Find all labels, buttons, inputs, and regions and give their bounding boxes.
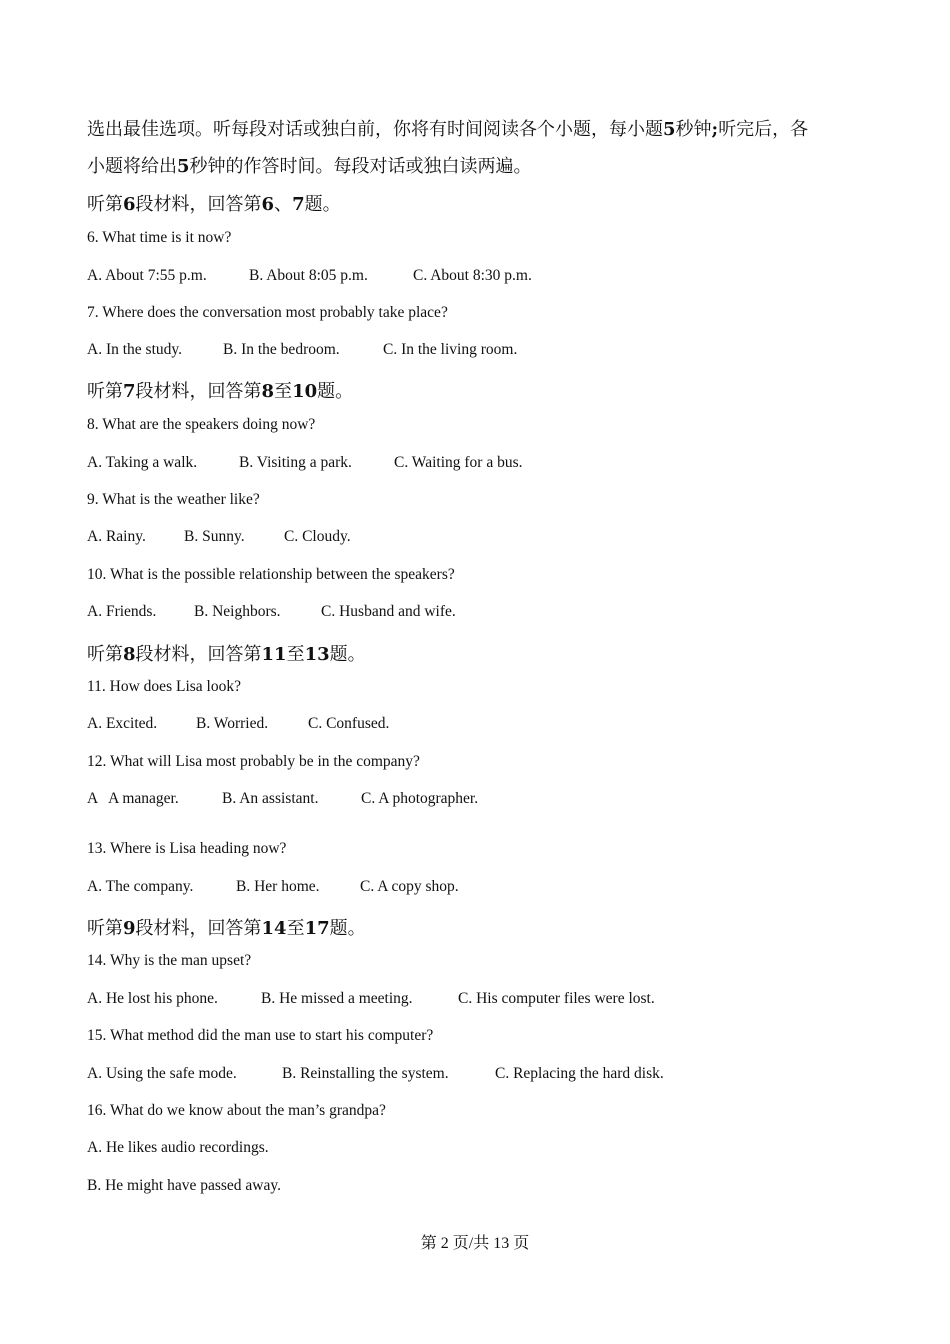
options-row bbox=[87, 528, 351, 546]
option-a: A. Using the safe mode. bbox=[87, 1065, 237, 1082]
option-c: C. In the living room. bbox=[383, 341, 518, 358]
option-b: B. In the bedroom. bbox=[223, 341, 340, 358]
section-heading bbox=[87, 377, 353, 403]
options-row bbox=[87, 341, 517, 359]
question-number: 11 bbox=[261, 644, 287, 665]
question-text: 11. How does Lisa look? bbox=[87, 678, 241, 695]
heading-text: 题。 bbox=[317, 381, 354, 402]
heading-text: 题。 bbox=[329, 644, 366, 665]
option-b: B. Worried. bbox=[196, 715, 269, 732]
question-text: 12. What will Lisa most probably be in the company? bbox=[87, 753, 420, 770]
option-b: B. Her home. bbox=[236, 878, 320, 895]
heading-text: 听第 bbox=[87, 194, 123, 215]
heading-text: 听第 bbox=[87, 644, 123, 665]
option-b: B. An assistant. bbox=[222, 790, 319, 807]
heading-text: 听第 bbox=[87, 918, 123, 939]
option-a: A. Rainy. bbox=[87, 528, 146, 545]
option-a: A. He lost his phone. bbox=[87, 990, 218, 1007]
option-b: B. Reinstalling the system. bbox=[282, 1065, 449, 1082]
question-text: 8. What are the speakers doing now? bbox=[87, 416, 316, 433]
instruction-text: 秒钟的作答时间。每段对话或独白读两遍。 bbox=[189, 156, 532, 177]
heading-text: 至 bbox=[274, 381, 293, 402]
question-text: 14. Why is the man upset? bbox=[87, 952, 252, 969]
option-c: C. Husband and wife. bbox=[321, 603, 456, 620]
option-a: A. Excited. bbox=[87, 715, 158, 732]
option-c: C. A photographer. bbox=[361, 790, 479, 807]
option-b: B. About 8:05 p.m. bbox=[249, 267, 368, 284]
question-text: 6. What time is it now? bbox=[87, 229, 232, 246]
option-a: A. Taking a walk. bbox=[87, 454, 198, 471]
option-a: A. He likes audio recordings. bbox=[87, 1139, 269, 1156]
question-text: 9. What is the weather like? bbox=[87, 491, 260, 508]
option-a: A A manager. bbox=[87, 790, 179, 807]
option-c: C. His computer files were lost. bbox=[458, 990, 655, 1007]
option-c: C. Replacing the hard disk. bbox=[495, 1065, 664, 1082]
question-number: 7 bbox=[292, 194, 305, 215]
question-number: 13 bbox=[304, 644, 330, 665]
options-row bbox=[87, 878, 459, 896]
heading-text: 题。 bbox=[304, 194, 341, 215]
option-b: B. He might have passed away. bbox=[87, 1177, 281, 1194]
question-number: 8 bbox=[261, 381, 275, 402]
option-a: A. In the study. bbox=[87, 341, 182, 358]
seconds-number: 5 bbox=[663, 119, 676, 140]
option-c: C. About 8:30 p.m. bbox=[413, 267, 532, 284]
options-row bbox=[87, 267, 532, 285]
heading-text: 至 bbox=[286, 918, 305, 939]
instruction-text: 秒钟 bbox=[675, 119, 712, 140]
page-footer: 第 2 页/共 13 页 bbox=[420, 1235, 530, 1252]
heading-text: 段材料，回答第 bbox=[135, 644, 262, 665]
instruction-text: 听完后，各 bbox=[718, 119, 809, 140]
material-number: 8 bbox=[123, 644, 136, 665]
option-c: C. Confused. bbox=[308, 715, 390, 732]
question-text: 7. Where does the conversation most probably take place? bbox=[87, 304, 448, 321]
option-a: A. Friends. bbox=[87, 603, 157, 620]
heading-text: 段材料，回答第 bbox=[135, 381, 262, 402]
question-text: 15. What method did the man use to start his computer? bbox=[87, 1027, 434, 1044]
heading-text: 、 bbox=[274, 194, 293, 215]
option-a: A. About 7:55 p.m. bbox=[87, 267, 207, 284]
option-c: C. A copy shop. bbox=[360, 878, 459, 895]
options-row bbox=[87, 603, 456, 621]
options-row bbox=[87, 715, 389, 733]
options-row bbox=[87, 454, 522, 472]
instruction-line-1 bbox=[87, 115, 808, 141]
option-b: B. Visiting a park. bbox=[239, 454, 352, 471]
section-heading bbox=[87, 190, 341, 216]
option-c: C. Cloudy. bbox=[284, 528, 351, 545]
option-b: B. Sunny. bbox=[184, 528, 245, 545]
option-c: C. Waiting for a bus. bbox=[394, 454, 523, 471]
separator: ; bbox=[711, 119, 719, 140]
options-row bbox=[87, 790, 478, 808]
heading-text: 段材料，回答第 bbox=[135, 918, 262, 939]
section-heading bbox=[87, 914, 366, 940]
instruction-line-2 bbox=[87, 152, 532, 178]
heading-text: 至 bbox=[286, 644, 305, 665]
options-row bbox=[87, 990, 655, 1008]
seconds-number: 5 bbox=[177, 156, 190, 177]
option-b: B. He missed a meeting. bbox=[261, 990, 413, 1007]
material-number: 9 bbox=[123, 918, 136, 939]
heading-text: 题。 bbox=[329, 918, 366, 939]
material-number: 7 bbox=[123, 381, 136, 402]
option-a: A. The company. bbox=[87, 878, 194, 895]
question-number: 6 bbox=[261, 194, 275, 215]
question-text: 13. Where is Lisa heading now? bbox=[87, 840, 287, 857]
question-number: 17 bbox=[304, 918, 330, 939]
question-number: 10 bbox=[292, 381, 318, 402]
question-text: 16. What do we know about the man’s grandpa? bbox=[87, 1102, 386, 1119]
option-b: B. Neighbors. bbox=[194, 603, 281, 620]
section-heading bbox=[87, 640, 366, 666]
instruction-text: 选出最佳选项。听每段对话或独白前，你将有时间阅读各个小题，每小题 bbox=[87, 119, 663, 140]
options-row bbox=[87, 1065, 664, 1083]
heading-text: 段材料，回答第 bbox=[135, 194, 262, 215]
material-number: 6 bbox=[123, 194, 136, 215]
question-text: 10. What is the possible relationship between the speakers? bbox=[87, 566, 455, 583]
heading-text: 听第 bbox=[87, 381, 123, 402]
instruction-text: 小题将给出 bbox=[87, 156, 177, 177]
question-number: 14 bbox=[261, 918, 287, 939]
